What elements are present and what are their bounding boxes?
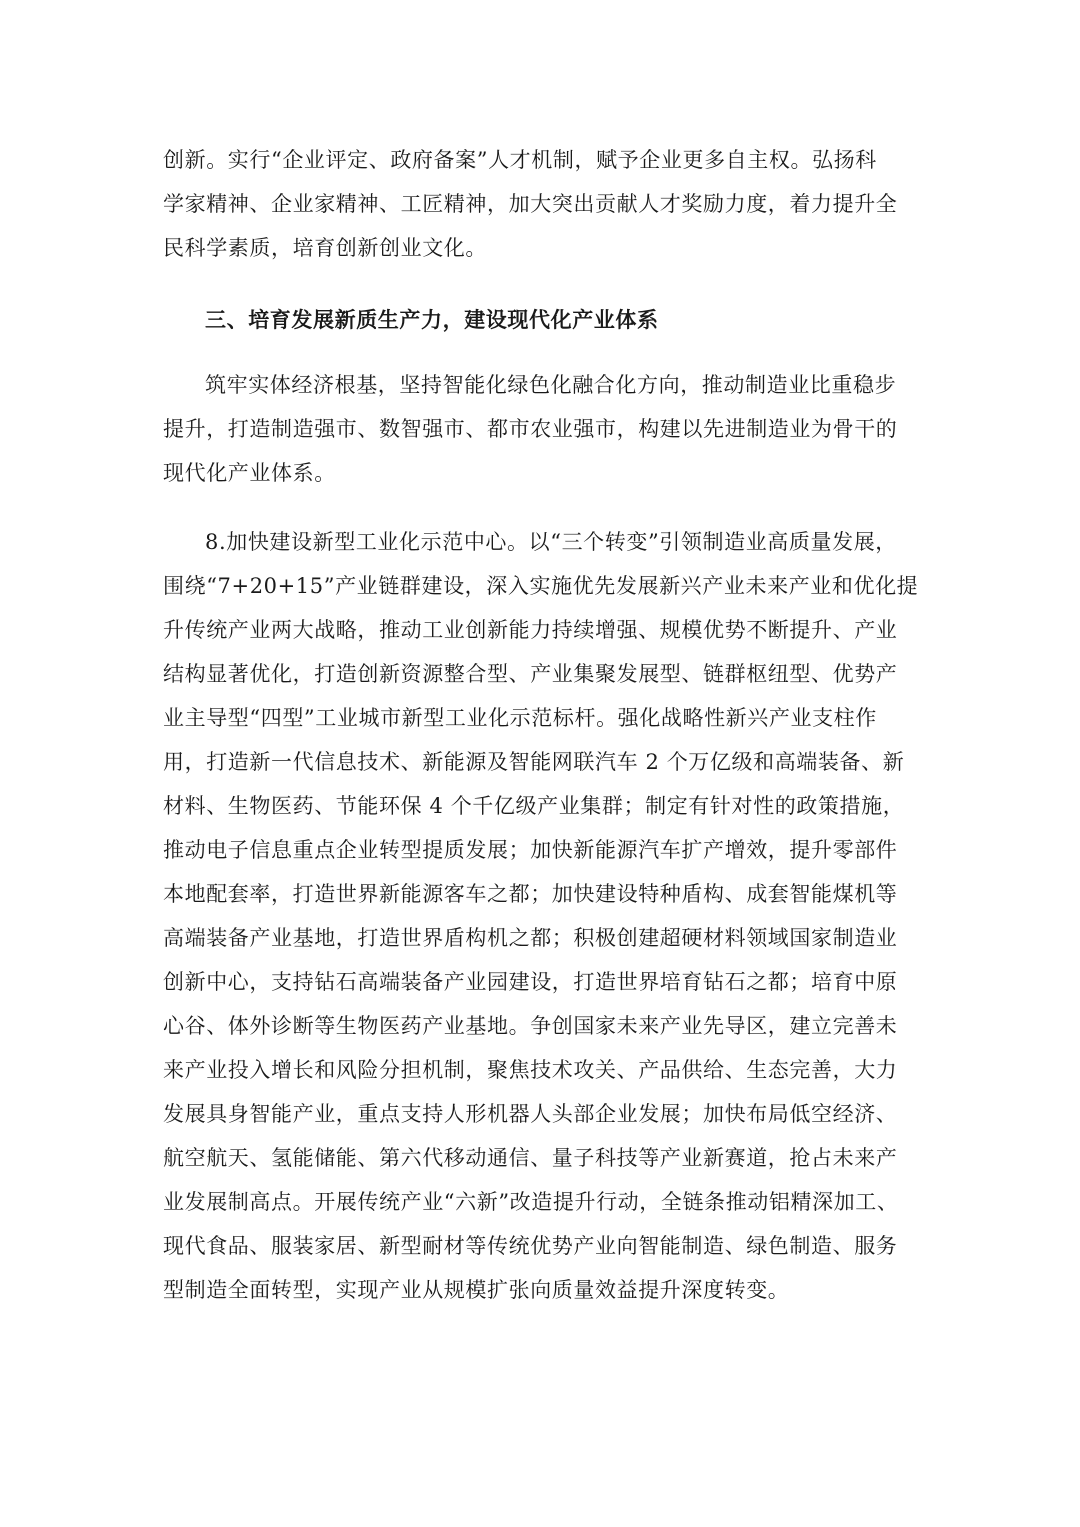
- paragraph-3-line-4: 结构显著优化，打造创新资源整合型、产业集聚发展型、链群枢纽型、优势产: [163, 662, 898, 686]
- paragraph-3-line-8: 推动电子信息重点企业转型提质发展；加快新能源汽车扩产增效，提升零部件: [163, 838, 898, 862]
- paragraph-1-line-2: 学家精神、企业家精神、工匠精神，加大突出贡献人才奖励力度，着力提升全: [163, 192, 898, 216]
- paragraph-3-line-1: 8.加快建设新型工业化示范中心。以“三个转变”引领制造业高质量发展，: [205, 530, 897, 554]
- paragraph-3-line-5: 业主导型“四型”工业城市新型工业化示范标杆。强化战略性新兴产业支柱作: [163, 706, 877, 730]
- paragraph-3-line-14: 发展具身智能产业，重点支持人形机器人头部企业发展；加快布局低空经济、: [163, 1102, 898, 1126]
- paragraph-2-line-3: 现代化产业体系。: [163, 461, 336, 485]
- paragraph-3-line-13: 来产业投入增长和风险分担机制，聚焦技术攻关、产品供给、生态完善，大力: [163, 1058, 898, 1082]
- section-heading: 三、培育发展新质生产力，建设现代化产业体系: [205, 308, 659, 332]
- paragraph-3-line-18: 型制造全面转型，实现产业从规模扩张向质量效益提升深度转变。: [163, 1278, 790, 1302]
- paragraph-3-line-6: 用，打造新一代信息技术、新能源及智能网联汽车 2 个万亿级和高端装备、新: [163, 750, 905, 774]
- paragraph-3-line-15: 航空航天、氢能储能、第六代移动通信、量子科技等产业新赛道，抢占未来产: [163, 1146, 898, 1170]
- paragraph-3-line-2: 围绕“7+20+15”产业链群建设，深入实施优先发展新兴产业未来产业和优化提: [163, 574, 919, 598]
- paragraph-3-line-3: 升传统产业两大战略，推动工业创新能力持续增强、规模优势不断提升、产业: [163, 618, 898, 642]
- paragraph-3-line-17: 现代食品、服装家居、新型耐材等传统优势产业向智能制造、绿色制造、服务: [163, 1234, 898, 1258]
- paragraph-3-line-16: 业发展制高点。开展传统产业“六新”改造提升行动，全链条推动铝精深加工、: [163, 1190, 899, 1214]
- paragraph-2-line-2: 提升，打造制造强市、数智强市、都市农业强市，构建以先进制造业为骨干的: [163, 417, 898, 441]
- paragraph-3-line-7: 材料、生物医药、节能环保 4 个千亿级产业集群；制定有针对性的政策措施，: [163, 794, 905, 818]
- paragraph-2-line-1: 筑牢实体经济根基，坚持智能化绿色化融合化方向，推动制造业比重稳步: [205, 373, 897, 397]
- paragraph-3-line-11: 创新中心，支持钻石高端装备产业园建设，打造世界培育钻石之都；培育中原: [163, 970, 898, 994]
- paragraph-1-line-3: 民科学素质，培育创新创业文化。: [163, 236, 487, 260]
- paragraph-1-line-1: 创新。实行“企业评定、政府备案”人才机制，赋予企业更多自主权。弘扬科: [163, 148, 877, 172]
- paragraph-3-line-9: 本地配套率，打造世界新能源客车之都；加快建设特种盾构、成套智能煤机等: [163, 882, 898, 906]
- paragraph-3-line-12: 心谷、体外诊断等生物医药产业基地。争创国家未来产业先导区，建立完善未: [163, 1014, 898, 1038]
- paragraph-3-line-10: 高端装备产业基地，打造世界盾构机之都；积极创建超硬材料领域国家制造业: [163, 926, 898, 950]
